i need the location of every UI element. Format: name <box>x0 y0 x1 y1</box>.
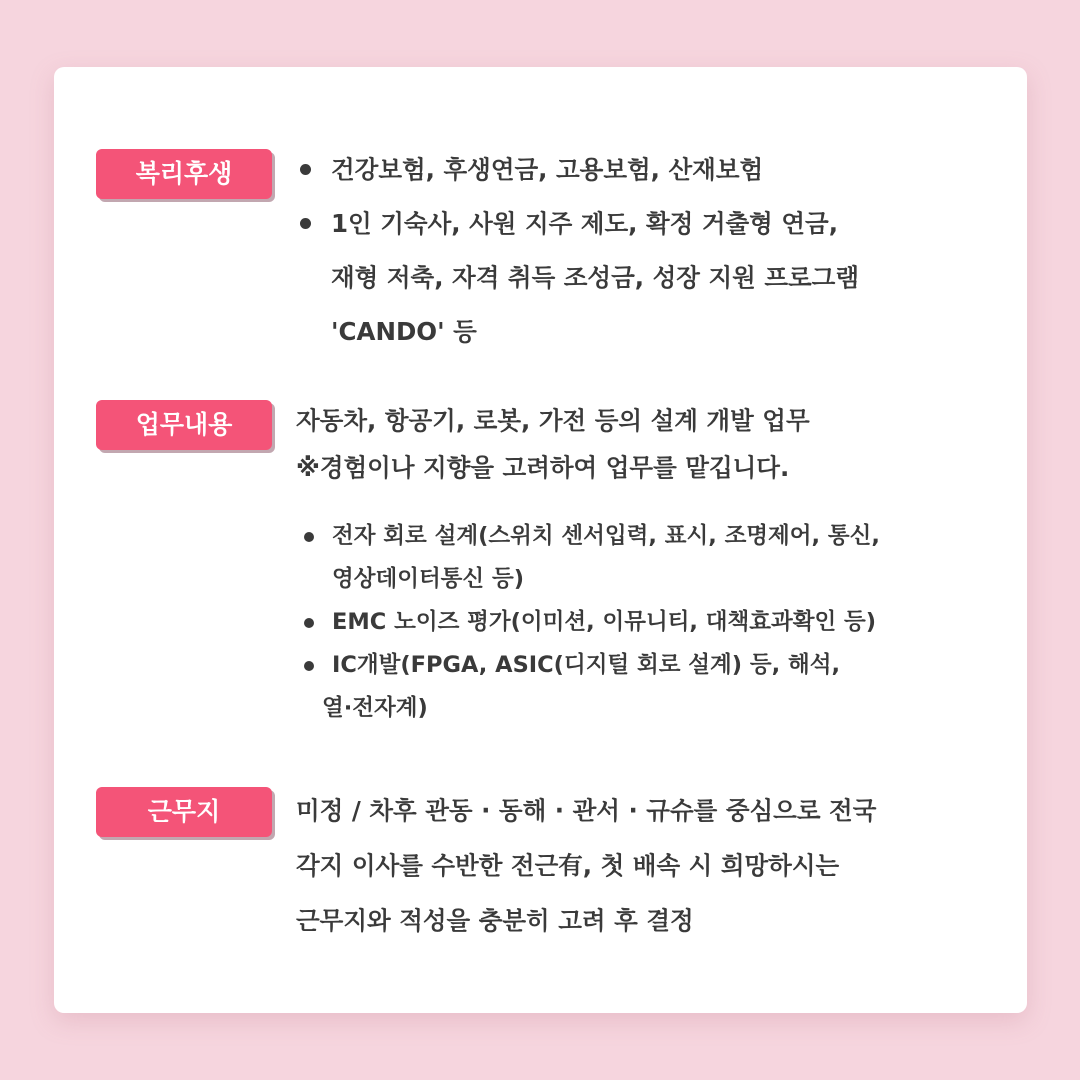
location-line: 각지 이사를 수반한 전근有, 첫 배속 시 희망하시는 <box>296 851 840 880</box>
bullet-icon <box>304 532 314 542</box>
location-line: 미정 / 차후 관동 · 동해 · 관서 · 규슈를 중심으로 전국 <box>296 796 877 825</box>
duties-item-line: EMC 노이즈 평가(이미션, 이뮤니티, 대책효과확인 등) <box>332 609 877 635</box>
location-content <box>296 783 987 948</box>
duties-list <box>302 515 987 730</box>
welfare-content <box>296 143 987 359</box>
duties-content <box>296 397 987 730</box>
duties-item-line: 전자 회로 설계(스위치 센서입력, 표시, 조명제어, 통신, <box>332 523 880 549</box>
welfare-item-line: 1인 기숙사, 사원 지주 제도, 확정 거출형 연금, <box>331 209 839 238</box>
bullet-icon <box>300 218 311 229</box>
welfare-item-line: 재형 저축, 자격 취득 조성금, 성장 지원 프로그램 <box>331 263 859 292</box>
bullet-icon <box>300 164 311 175</box>
location-tag: 근무지 <box>96 787 272 837</box>
duties-item-line: 열·전자계) <box>322 695 428 721</box>
bullet-icon <box>304 661 314 671</box>
welfare-tag: 복리후생 <box>96 149 272 199</box>
duties-item-line: IC개발(FPGA, ASIC(디지털 회로 설계) 등, 해석, <box>332 652 841 678</box>
duties-tag: 업무내용 <box>96 400 272 450</box>
list-item <box>296 197 987 359</box>
list-item <box>302 515 987 601</box>
welfare-item-line: 건강보험, 후생연금, 고용보험, 산재보험 <box>331 155 764 184</box>
list-item <box>302 601 987 644</box>
duties-line: ※경험이나 지향을 고려하여 업무를 맡깁니다. <box>296 453 790 482</box>
location-line: 근무지와 적성을 충분히 고려 후 결정 <box>296 906 694 935</box>
bullet-icon <box>304 618 314 628</box>
duties-line: 자동차, 항공기, 로봇, 가전 등의 설계 개발 업무 <box>296 406 810 435</box>
list-item <box>302 644 987 730</box>
welfare-list <box>296 143 987 359</box>
info-card <box>54 67 1027 1013</box>
welfare-item-line: 'CANDO' 등 <box>331 317 477 346</box>
list-item <box>296 143 987 197</box>
duties-item-line: 영상데이터통신 등) <box>332 566 524 592</box>
